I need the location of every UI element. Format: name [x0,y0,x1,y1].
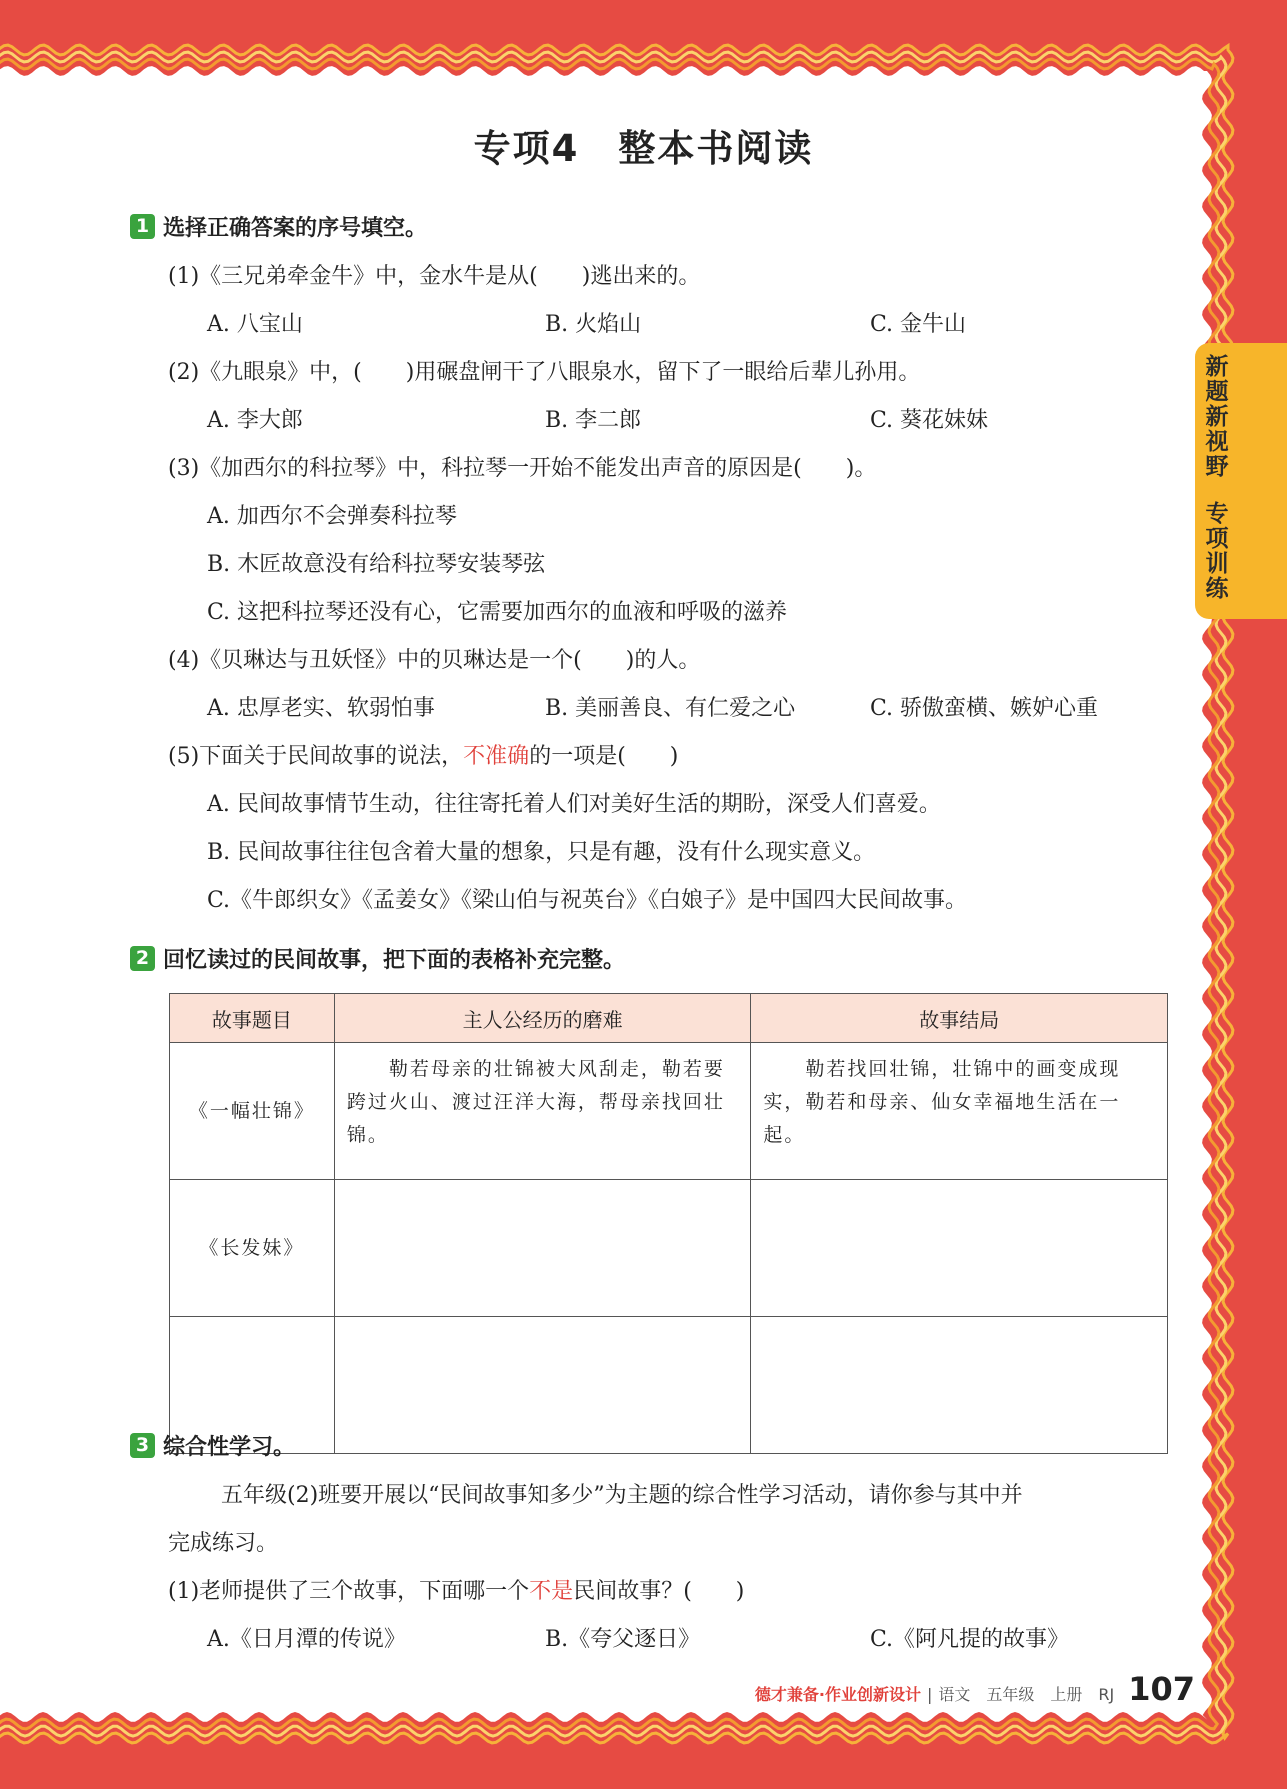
q3-option-b: B. 木匠故意没有给科拉琴安装琴弦 [207,552,546,577]
page-title: 专项4 整本书阅读 [473,127,814,170]
section2-title: 回忆读过的民间故事，把下面的表格补充完整。 [163,948,626,973]
q2-option-a: A. 李大郎 [207,408,303,433]
question2-stem: (2)《九眼泉》中，( )用碾盘闸干了八眼泉水，留下了一眼给后辈儿孙用。 [168,360,921,385]
q1-option-b: B. 火焰山 [545,312,642,337]
s3q1-option-b: B.《夸父逐日》 [545,1627,701,1652]
table-row [170,1043,1168,1180]
section1-heading [130,211,427,242]
page-footer [755,1670,1195,1708]
q4-option-c: C. 骄傲蛮横、嫉妒心重 [870,696,1099,721]
q1-option-a: A. 八宝山 [207,312,303,337]
row1-hardships: 勒若母亲的壮锦被大风刮走，勒若要跨过火山、渡过汪洋大海，帮母亲找回壮锦。 [334,1043,751,1180]
footer-separator: | [926,1685,933,1704]
q4-option-a: A. 忠厚老实、软弱怕事 [207,696,435,721]
s3q1-post: 民间故事？( ) [573,1579,745,1604]
section3-heading [130,1430,295,1461]
footer-subject-info: 语文 五年级 上册 RJ [938,1685,1115,1704]
story-table [169,993,1168,1454]
q5-stem-post: 的一项是( ) [529,744,679,769]
q3-option-c: C. 这把科拉琴还没有心，它需要加西尔的血液和呼吸的滋养 [207,600,788,625]
header-story-title: 故事题目 [170,994,335,1043]
side-tab-label [1200,355,1234,602]
q5-stem-emphasis: 不准确 [463,744,530,769]
q2-option-c: C. 葵花妹妹 [870,408,989,433]
s3q1-emphasis: 不是 [529,1579,574,1604]
row1-title: 《一幅壮锦》 [170,1043,335,1180]
row3-ending-blank[interactable] [751,1317,1168,1454]
question3-stem: (3)《加西尔的科拉琴》中，科拉琴一开始不能发出声音的原因是( )。 [168,456,877,481]
table-row [170,1180,1168,1317]
row3-hardships-blank[interactable] [334,1317,751,1454]
footer-brand: 德才兼备·作业创新设计 [754,1685,921,1704]
section2-number-badge: 2 [130,946,155,971]
page-number: 107 [1128,1670,1195,1708]
question1-stem: (1)《三兄弟牵金牛》中，金水牛是从( )逃出来的。 [168,264,701,289]
s3q1-option-c: C.《阿凡提的故事》 [870,1627,1070,1652]
section2-heading [130,943,625,974]
row1-ending: 勒若找回壮锦，壮锦中的画变成现实，勒若和母亲、仙女幸福地生活在一起。 [751,1043,1168,1180]
section3-number-badge: 3 [130,1433,155,1458]
row2-title: 《长发妹》 [170,1180,335,1317]
side-tab-part1: 新题新视野 [1205,354,1229,480]
row2-ending-blank[interactable] [751,1180,1168,1317]
q5-stem-pre: (5)下面关于民间故事的说法， [168,744,464,769]
table-header-row [170,994,1168,1043]
question4-stem: (4)《贝琳达与丑妖怪》中的贝琳达是一个( )的人。 [168,648,701,673]
q1-option-c: C. 金牛山 [870,312,967,337]
header-ending: 故事结局 [751,994,1168,1043]
question5-stem [168,739,678,770]
s3q1-option-a: A.《日月潭的传说》 [207,1627,406,1652]
table-row [170,1317,1168,1454]
section3-title: 综合性学习。 [163,1435,296,1460]
s3q1-pre: (1)老师提供了三个故事，下面哪一个 [168,1579,530,1604]
section3-intro-line2: 完成练习。 [168,1531,279,1556]
q4-option-b: B. 美丽善良、有仁爱之心 [545,696,796,721]
section3-question1 [168,1574,744,1605]
q3-option-a: A. 加西尔不会弹奏科拉琴 [207,504,457,529]
side-tab-part2: 专项训练 [1205,501,1229,602]
row2-hardships-blank[interactable] [334,1180,751,1317]
section3-intro-line1: 五年级(2)班要开展以“民间故事知多少”为主题的综合性学习活动，请你参与其中并 [221,1483,1023,1508]
q2-option-b: B. 李二郎 [545,408,642,433]
section1-title: 选择正确答案的序号填空。 [163,216,428,241]
q5-option-b: B. 民间故事往往包含着大量的想象，只是有趣，没有什么现实意义。 [207,840,876,865]
q5-option-c: C.《牛郎织女》《孟姜女》《梁山伯与祝英台》《白娘子》是中国四大民间故事。 [207,888,968,913]
q5-option-a: A. 民间故事情节生动，往往寄托着人们对美好生活的期盼，深受人们喜爱。 [207,792,941,817]
header-hardships: 主人公经历的磨难 [334,994,751,1043]
section1-number-badge: 1 [130,214,155,239]
